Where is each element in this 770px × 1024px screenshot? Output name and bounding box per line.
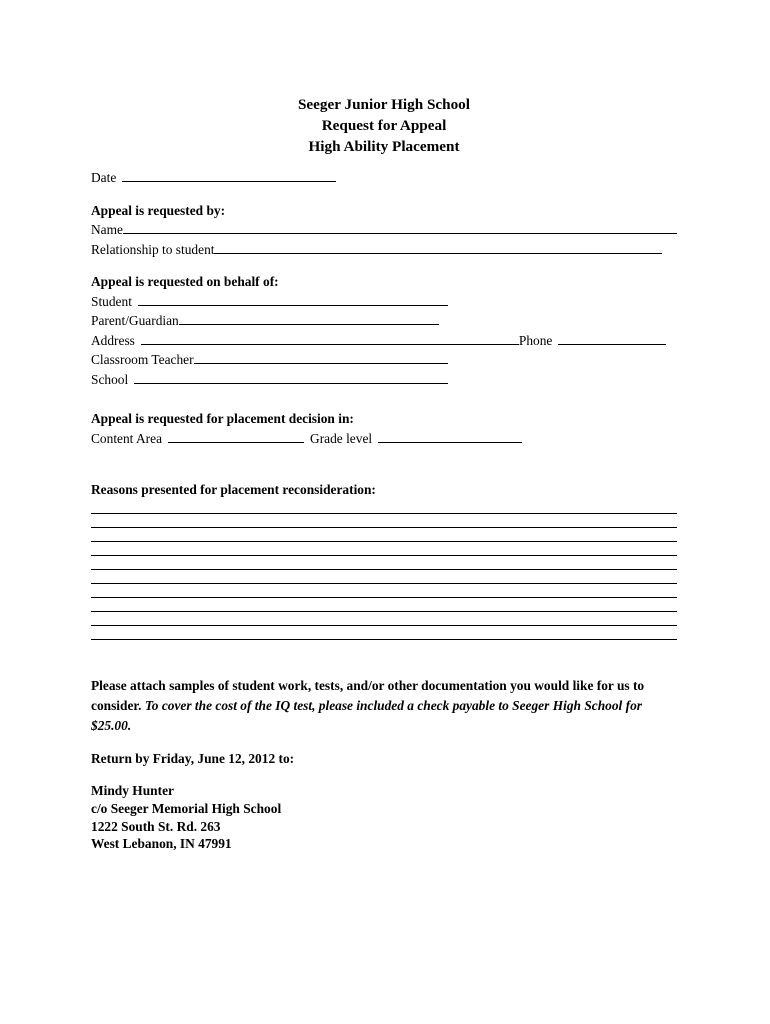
reason-line[interactable] (91, 542, 677, 556)
recipient-name: Mindy Hunter (91, 783, 174, 799)
name-field[interactable] (123, 220, 677, 234)
date-row (91, 168, 677, 188)
return-by: Return by Friday, June 12, 2012 to: (91, 750, 295, 766)
content-area-field[interactable] (168, 429, 304, 443)
reason-line[interactable] (91, 556, 677, 570)
name-row (91, 220, 677, 240)
requested-by-heading: Appeal is requested by: (91, 202, 226, 218)
reason-line[interactable] (91, 570, 677, 584)
relationship-row (91, 240, 677, 260)
grade-level-field[interactable] (378, 429, 522, 443)
reason-line[interactable] (91, 500, 677, 514)
appeal-form (91, 94, 677, 853)
student-row (91, 292, 677, 312)
behalf-of-heading: Appeal is requested on behalf of: (91, 274, 279, 289)
behalf-of-section (91, 272, 677, 389)
teacher-label: Classroom Teacher (91, 352, 194, 367)
school-name: Seeger Junior High School (297, 96, 470, 113)
relationship-label: Relationship to student (91, 241, 215, 257)
school-label: School (91, 371, 129, 387)
school-field[interactable] (134, 370, 448, 384)
reasons-heading: Reasons presented for placement reconsideration: (91, 482, 376, 497)
reason-line[interactable] (91, 584, 677, 598)
form-subtitle: High Ability Placement (308, 138, 460, 155)
requested-by-section (91, 201, 677, 260)
address-line-2: 1222 South St. Rd. 263 (91, 818, 221, 834)
teacher-field[interactable] (194, 350, 448, 364)
reasons-lines[interactable] (91, 500, 677, 640)
date-field[interactable] (122, 168, 336, 182)
address-line-3: West Lebanon, IN 47991 (91, 836, 232, 852)
address-label: Address (91, 332, 135, 348)
parent-label: Parent/Guardian (91, 313, 179, 328)
parent-field[interactable] (179, 311, 439, 325)
return-address (91, 782, 677, 852)
form-title: Request for Appeal (321, 117, 447, 134)
address-field[interactable] (141, 331, 519, 345)
school-row (91, 370, 677, 390)
content-grade-row (91, 429, 677, 449)
reason-line[interactable] (91, 626, 677, 640)
grade-level-label: Grade level (310, 430, 373, 446)
reason-line[interactable] (91, 598, 677, 612)
reason-line[interactable] (91, 528, 677, 542)
attach-instructions (91, 676, 677, 736)
placement-section (91, 409, 677, 448)
fee-note: To cover the cost of the IQ test, please included a check payable to Seeger High School for $25.00. (91, 697, 642, 733)
attach-text: Please attach samples of student work, tests, and/or other documentation you would like for us to consider. (91, 677, 645, 713)
phone-label: Phone (518, 332, 553, 348)
placement-heading: Appeal is requested for placement decision in: (91, 411, 354, 426)
student-label: Student (91, 293, 132, 309)
address-line-1: c/o Seeger Memorial High School (91, 800, 282, 816)
reasons-section (91, 480, 677, 640)
reason-line[interactable] (91, 612, 677, 626)
parent-row (91, 311, 677, 331)
reason-line[interactable] (91, 514, 677, 528)
student-field[interactable] (138, 292, 448, 306)
content-area-label: Content Area (91, 430, 163, 446)
phone-field[interactable] (558, 331, 666, 345)
name-label: Name (91, 222, 123, 237)
relationship-field[interactable] (214, 240, 662, 254)
date-label: Date (91, 170, 117, 185)
teacher-row (91, 350, 677, 370)
address-row (91, 331, 677, 351)
